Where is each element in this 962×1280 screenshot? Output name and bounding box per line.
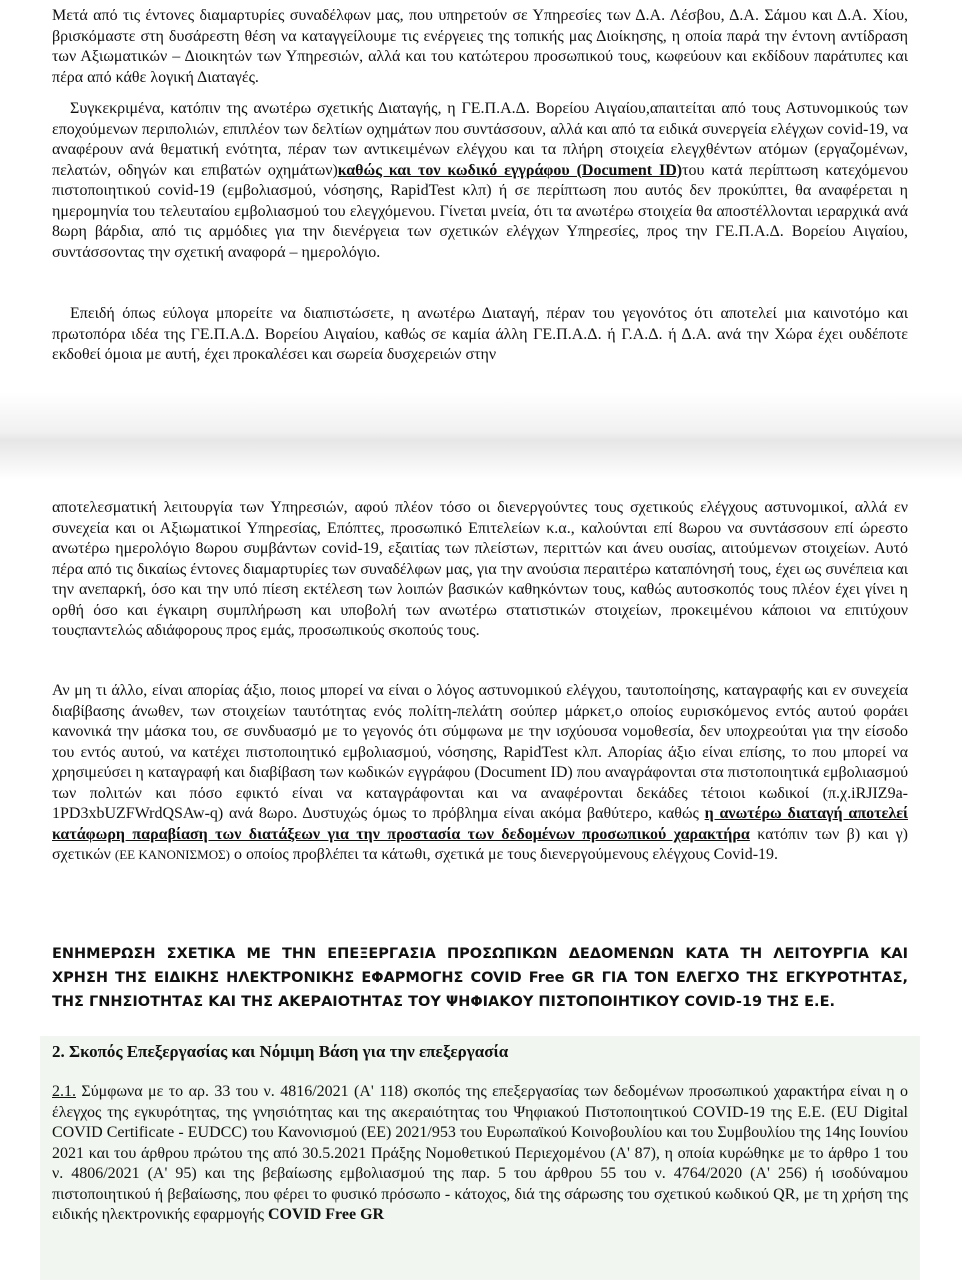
paragraph-protest [52,6,908,88]
paragraph-directive [52,99,908,263]
section-2-1-text: Σύμφωνα με το αρ. 33 του ν. 4816/2021 (Α' 118) σκοπός της επεξεργασίας των δεδομένων προσωπικού χαρακτήρα είναι η ο έλεγχος της εγκυρότητας, της γνησιότητας και της ακεραιότητας του Ψηφιακού Πιστοποιητικού COVID-19 της Ε.Ε. (EU Digital COVID Certificate - EUDCC) του Κανονισμού (ΕΕ) 2021/953 του Ευρωπαϊκού Κοινοβουλίου και του Συμβουλίου της 14ης Ιουνίου 2021 και του άρθρου πρώτου της από 30.5.2021 Πράξης Νομοθετικού Περιεχομένου (Α' 87), η οποία κυρώθηκε με το άρθρο 1 του ν. 4806/2021 (Α' 95) και της βεβαίωσης εμβολιασμού της παρ. 5 του άρθρου 55 του ν. 4764/2020 (Α' 256) ή ισοδύναμου πιστοποιητικού ή βεβαίωσης, που φέρει το φυσικό πρόσωπο - κάτοχος, διά της σάρωσης του σχετικού κωδικού QR, με τη χρήση της ειδικής ηλεκτρονικής εφαρμογής [52,1083,908,1223]
page-break-gap [0,392,962,480]
paragraph-directive-text-a: Συγκεκριμένα, κατόπιν της ανωτέρω σχετικής Διαταγής, η ΓΕ.Π.Α.Δ. Βορείου Αιγαίου,απαιτείται από τους Αστυνομικούς των εποχούμενων περιπολιών, επιπλέον των δελτίων οχημάτων που συντάσσουν, αλλά και από τα ειδικά συνεργεία ελέγχων covid-19, να αναφέρουν ανά θεματική ενότητα, πέραν των αντικειμένων ελέγχου και τα πλήρη στοιχεία ελεγχθέντων ατόμων (εργαζομένων, πελατών, οδηγών και επιβατών οχημάτων) [52,100,908,179]
section-2-title-text: 2. Σκοπός Επεξεργασίας και Νόμιμη Βάση για την επεξεργασία [52,1042,509,1061]
paragraph-question-text-c: κατόπιν των β) και γ) σχετικών [52,825,909,863]
paragraph-directive-text-c: του κατά περίπτωση κατεχόμενου πιστοποιητικού covid-19 (εμβολιασμού, νόσησης, RapidTest κλπ) ή σε περίπτωση που αυτός δεν προκύπτει, θα αναφέρεται η ημερομηνία του τελευταίου εμβολιασμού του ελεγχόμενου. Γίνεται μνεία, ότι τα ανωτέρω στοιχεία θα αποστέλλονται ιεραρχικά ανά 8ωρη βάρδια, από τις αρμόδιες για την διενέργεια των σχετικών ελέγχων Υπηρεσίες, προς την ΓΕ.Π.Α.Δ. Βορείου Αιγαίου, συντάσσοντας την σχετική αναφορά – ημερολόγιο. [52,161,908,261]
covid-free-gr-app-name: COVID Free GR [267,1206,385,1223]
section-2-title [52,1041,508,1063]
section-2-1-paragraph [52,1082,908,1226]
notice-heading [52,942,908,1014]
document-page-1 [0,0,962,392]
document-id-emphasis: καθώς και τον κωδικό εγγράφου (Document ID) [337,161,683,179]
notice-heading-text: ΕΝΗΜΕΡΩΣΗ ΣΧΕΤΙΚΑ ΜΕ ΤΗΝ ΕΠΕΞΕΡΓΑΣΙΑ ΠΡΟΣΩΠΙΚΩΝ ΔΕΔΟΜΕΝΩΝ ΚΑΤΑ ΤΗ ΛΕΙΤΟΥΡΓΙΑ ΚΑΙ ΧΡΗΣΗ ΤΗΣ ΕΙΔΙΚΗΣ ΗΛΕΚΤΡΟΝΙΚΗΣ ΕΦΑΡΜΟΓΗΣ COVID Free GR ΓΙΑ ΤΟΝ ΕΛΕΓΧΟ ΤΗΣ ΕΓΚΥΡΟΤΗΤΑΣ, ΤΗΣ ΓΝΗΣΙΟΤΗΤΑΣ ΚΑΙ ΤΗΣ ΑΚΕΡΑΙΟΤΗΤΑΣ ΤΟΥ ΨΗΦΙΑΚΟΥ ΠΙΣΤΟΠΟΙΗΤΙΚΟΥ COVID-19 ΤΗΣ Ε.Ε. [52,946,908,1010]
paragraph-question [52,681,908,866]
document-page-2 [0,480,962,1280]
paragraph-reason [52,304,908,366]
paragraph-effectiveness-text: αποτελεσματική λειτουργία των Υπηρεσιών, αφού πλέον τόσο οι διενεργούντες τους σχετικούς ελέγχους αστυνομικοί, αλλά εν συνεχεία και οι Αξιωματικοί Υπηρεσίας, Επόπτες, προσωπικό Επιτελείων κ.α., καλούνται επί 8ωρου να συντάσσουν επί ώρεστο ανωτέρω ημερολόγιο 8ωρου συμβάντων covid-19, εξαιτίας των πλείστων, περιττών και άνευ ουσίας, αιτούμενων στοιχείων. Αυτό πέρα από τις δικαίως έντονες διαμαρτυρίες των συναδέλφων μας, για την ανούσια περαιτέρω καταπόνησή τους, έχει ως συνέπεια και την ανεπαρκή, όσο και την υπό πίεση εκτέλεση των λοιπών βασικών καθηκόντων τους, καθώς αυτοσκοπός τους πλέον έχει γίνει η ορθή όσο και έγκαιρη συμπλήρωση και υποβολή των ανωτέρω στατιστικών στοιχείων, προκειμένου κάποιοι να επιτύχουν τουςπαντελώς αδιάφορους προς εμάς, προσωπικούς σκοπούς τους. [52,499,908,639]
paragraph-reason-text: Επειδή όπως εύλογα μπορείτε να διαπιστώσετε, η ανωτέρω Διαταγή, πέραν του γεγονότος ότι αποτελεί μια καινοτόμο και πρωτοπόρα ιδέα της ΓΕ.Π.Α.Δ. Βορείου Αιγαίου, καθώς σε καμία άλλη ΓΕ.Π.Α.Δ. ή Γ.Α.Δ. ή Δ.Α. ανά την Χώρα έχει ουδέποτε εκδοθεί όμοια με αυτή, έχει προκαλέσει και σωρεία δυσχερειών στην [52,305,908,363]
paragraph-effectiveness [52,498,908,642]
eu-regulation-label: (ΕΕ ΚΑΝΟΝΙΣΜΟΣ) [114,847,231,862]
paragraph-question-text-a: Αν μη τι άλλο, είναι απορίας άξιο, ποιος μπορεί να είναι ο λόγος αστυνομικού ελέγχου, ταυτοποίησης, καταγραφής και εν συνεχεία διαβίβασης άνωθεν, των στοιχείων ταυτότητας ενός πολίτη-πελάτη σούπερ μάρκετ,ο οποίος ευρισκόμενος εντός αυτού φοράει κανονικά την μάσκα του, σε συνδυασμό με το γεγονός ότι σύμφωνα με την ισχύουσα νομοθεσία, δεν υποχρεούται για την είσοδο του εντός αυτού, να κατέχει πιστοποιητικό εμβολιασμού, νόσησης, RapidTest κλπ. Απορίας άξιο είναι επίσης, το που μπορεί να χρησιμεύσει η καταγραφή και διαβίβαση των κωδικών εγγράφου (Document ID) που αναγράφονται στα πιστοποιητικά εμβολιασμού των πολιτών και πόσο εφικτό είναι να καταγράφονται και να αναφέρονται δεκάδες τέτοιοι κωδικοί (π.χ.iRJIZ9a-1PD3xbUZFWrdQSAw-q) ανά 8ωρο. Δυστυχώς όμως το πρόβλημα είναι ακόμα βαθύτερο, καθώς [52,682,908,822]
paragraph-protest-text: Μετά από τις έντονες διαμαρτυρίες συναδέλφων μας, που υπηρετούν σε Υπηρεσίες των Δ.Α. Λέσβου, Δ.Α. Σάμου και Δ.Α. Χίου, βρισκόμαστε στη δυσάρεστη θέση να καταγγείλουμε τις ενέργειες της τοπικής μας Διοίκησης, η οποία παρά την έντονη αντίδραση των Αξιωματικών – Διοικητών των Υπηρεσιών, αλλά και του κατώτερου προσωπικού τους, κωφεύουν και εκδίδουν παράτυπες και πέρα από κάθε λογική Διαταγές. [52,7,908,86]
violation-emphasis: η ανωτέρω διαταγή αποτελεί κατάφωρη παραβίαση των διατάξεων για την προστασία των δεδομένων προσωπικού χαρακτήρα [52,805,908,843]
paragraph-question-text-e: ο οποίος προβλέπει τα κάτωθι, σχετικά με τους διενεργούμενους ελέγχους Covid-19. [230,846,779,863]
section-2-1-number: 2.1. [52,1083,76,1100]
